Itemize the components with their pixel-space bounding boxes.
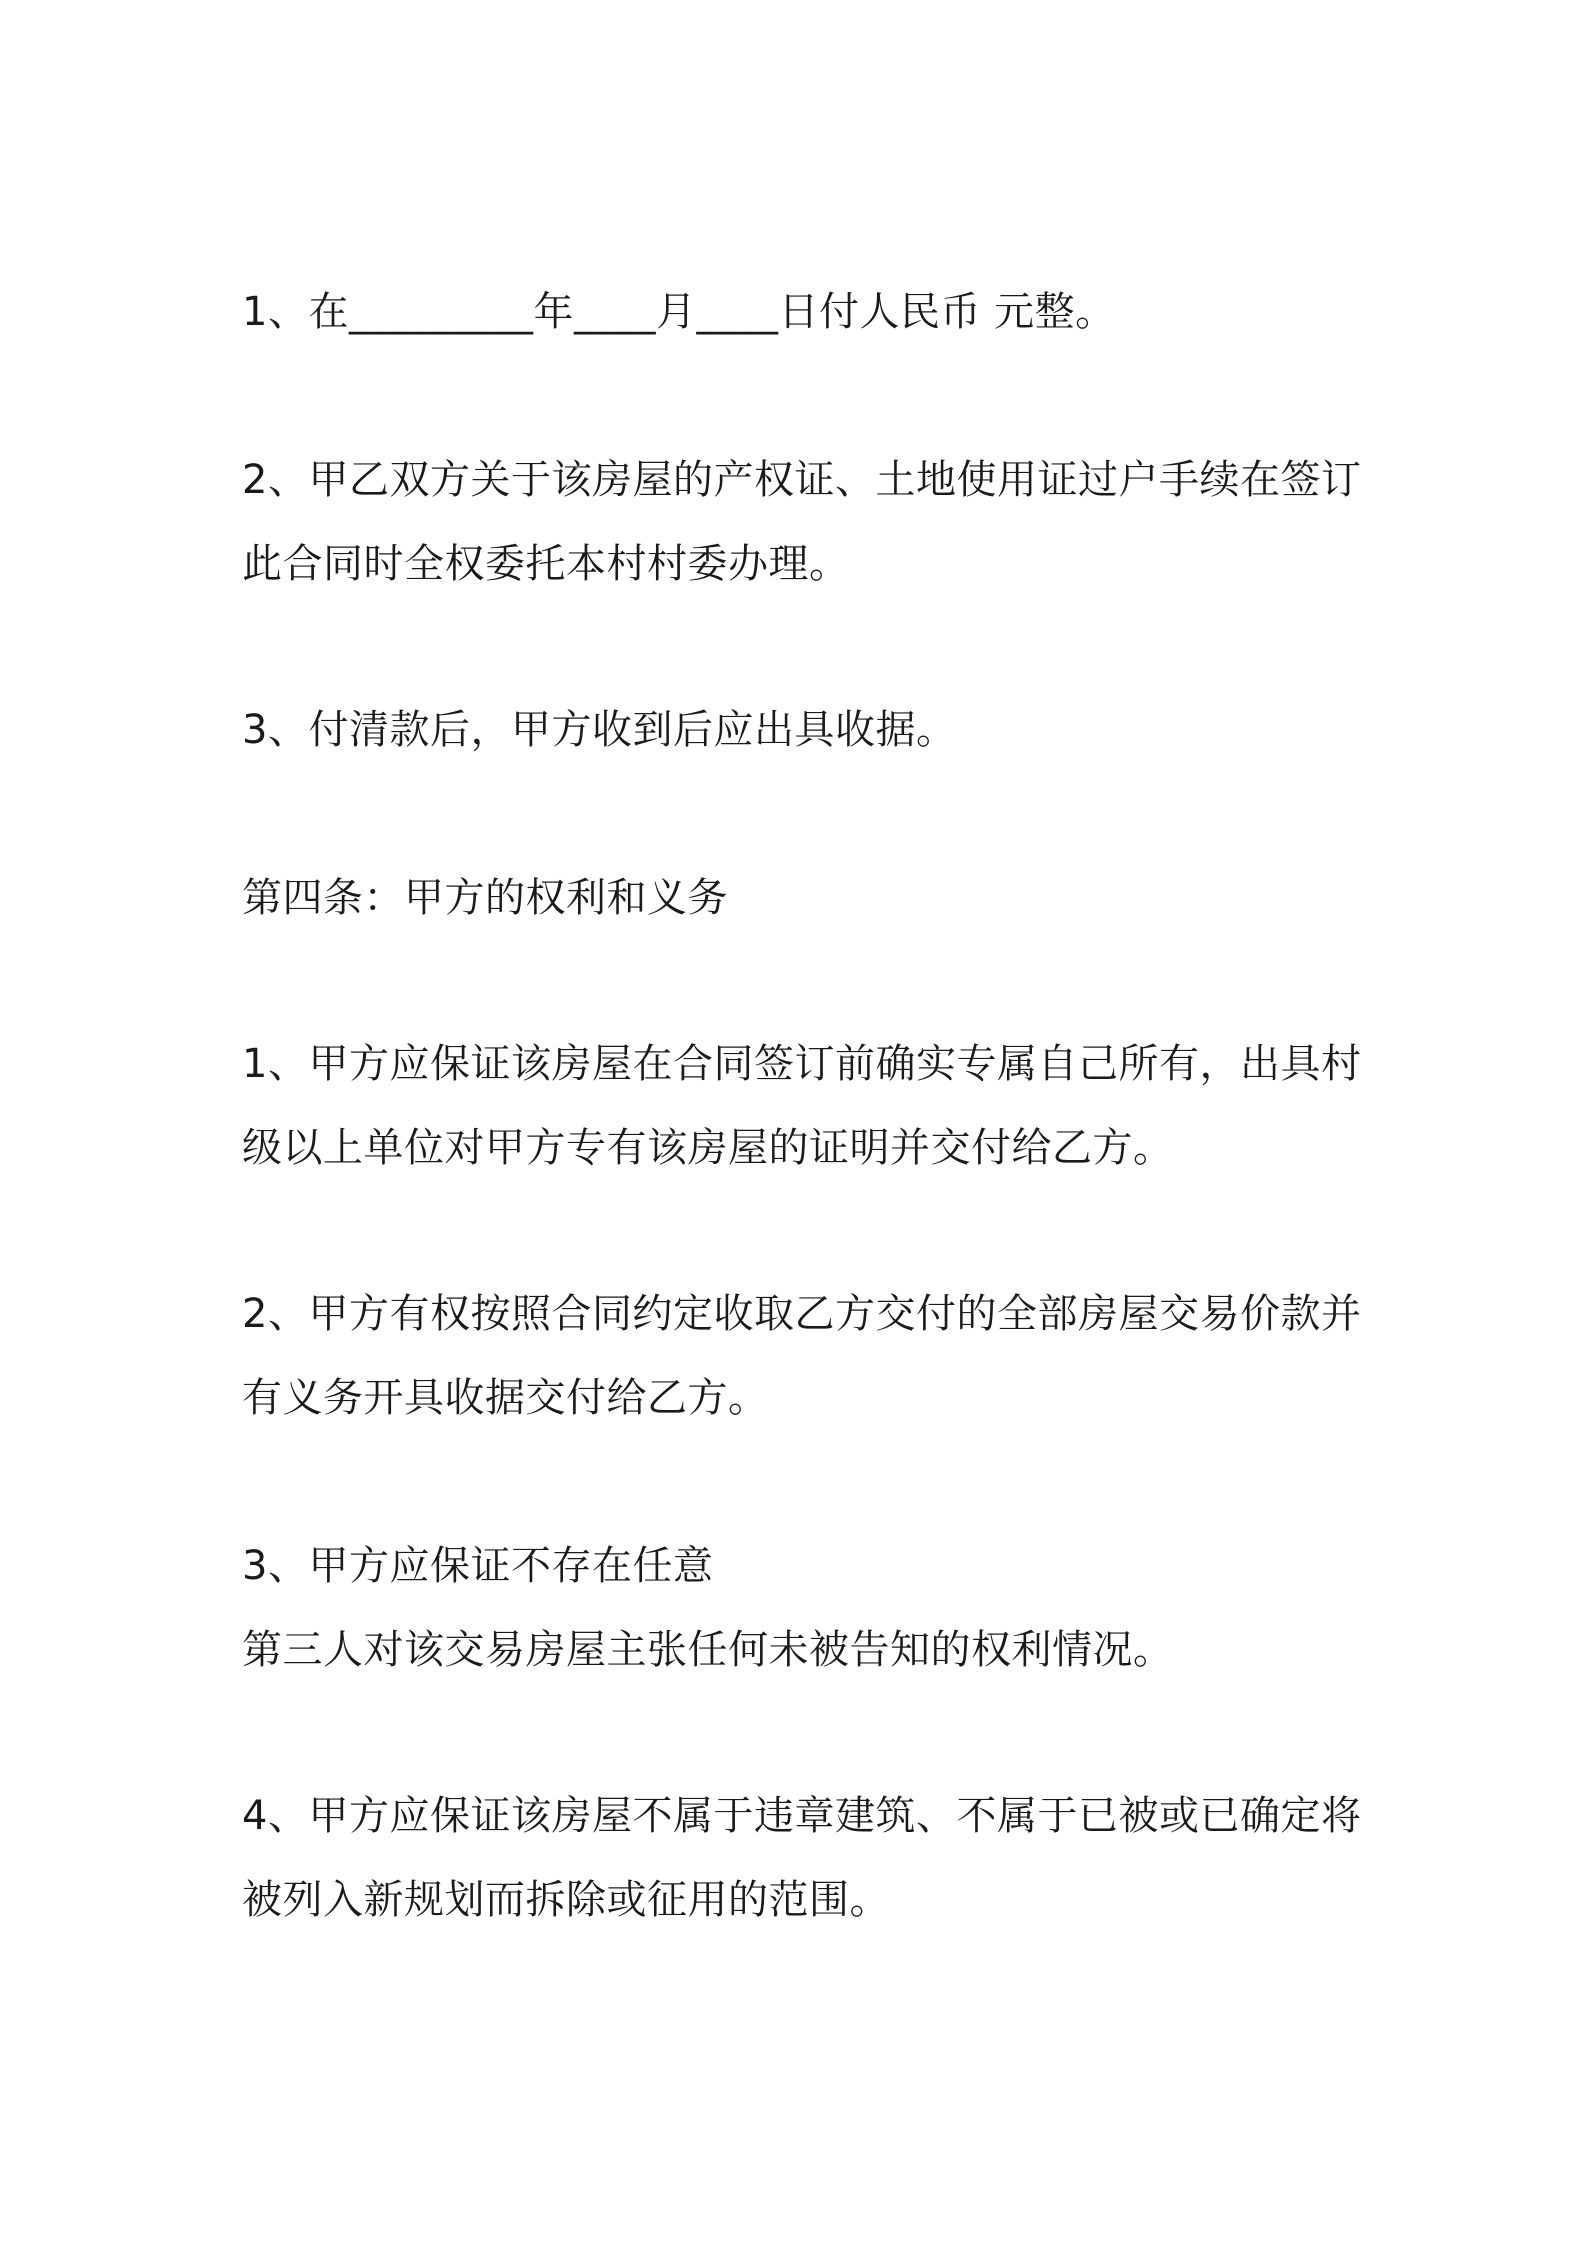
article-heading (242, 856, 1352, 940)
text-line: 2、甲方有权按照合同约定收取乙方交付的全部房屋交易价款并 (242, 1291, 1362, 1337)
text-line: 3、甲方应保证不存在任意 (242, 1543, 714, 1589)
party-a-clause-4 (242, 1774, 1362, 1942)
text-line: 级以上单位对甲方专有该房屋的证明并交付给乙方。 (242, 1125, 1174, 1171)
party-a-clause-3 (242, 1524, 1352, 1692)
party-a-clause-2 (242, 1272, 1362, 1440)
party-a-clause-1 (242, 1022, 1362, 1190)
text-line: 3、付清款后，甲方收到后应出具收据。 (242, 707, 957, 753)
text-line: 此合同时全权委托本村村委办理。 (242, 541, 850, 587)
text-line: 被列入新规划而拆除或征用的范围。 (242, 1877, 890, 1923)
text-line: 4、甲方应保证该房屋不属于违章建筑、不属于已被或已确定将 (242, 1793, 1362, 1839)
text-line: 1、在_________年____月____日付人民币 元整。 (242, 289, 1116, 335)
text-line: 1、甲方应保证该房屋在合同签订前确实专属自己所有，出具村 (242, 1041, 1362, 1087)
payment-clause-2 (242, 438, 1362, 606)
text-line: 2、甲乙双方关于该房屋的产权证、土地使用证过户手续在签订 (242, 457, 1362, 503)
heading-text: 第四条：甲方的权利和义务 (242, 875, 728, 921)
text-line: 有义务开具收据交付给乙方。 (242, 1375, 769, 1421)
text-line: 第三人对该交易房屋主张任何未被告知的权利情况。 (242, 1627, 1174, 1673)
payment-clause-3 (242, 688, 1352, 772)
payment-clause-1 (242, 270, 1352, 354)
